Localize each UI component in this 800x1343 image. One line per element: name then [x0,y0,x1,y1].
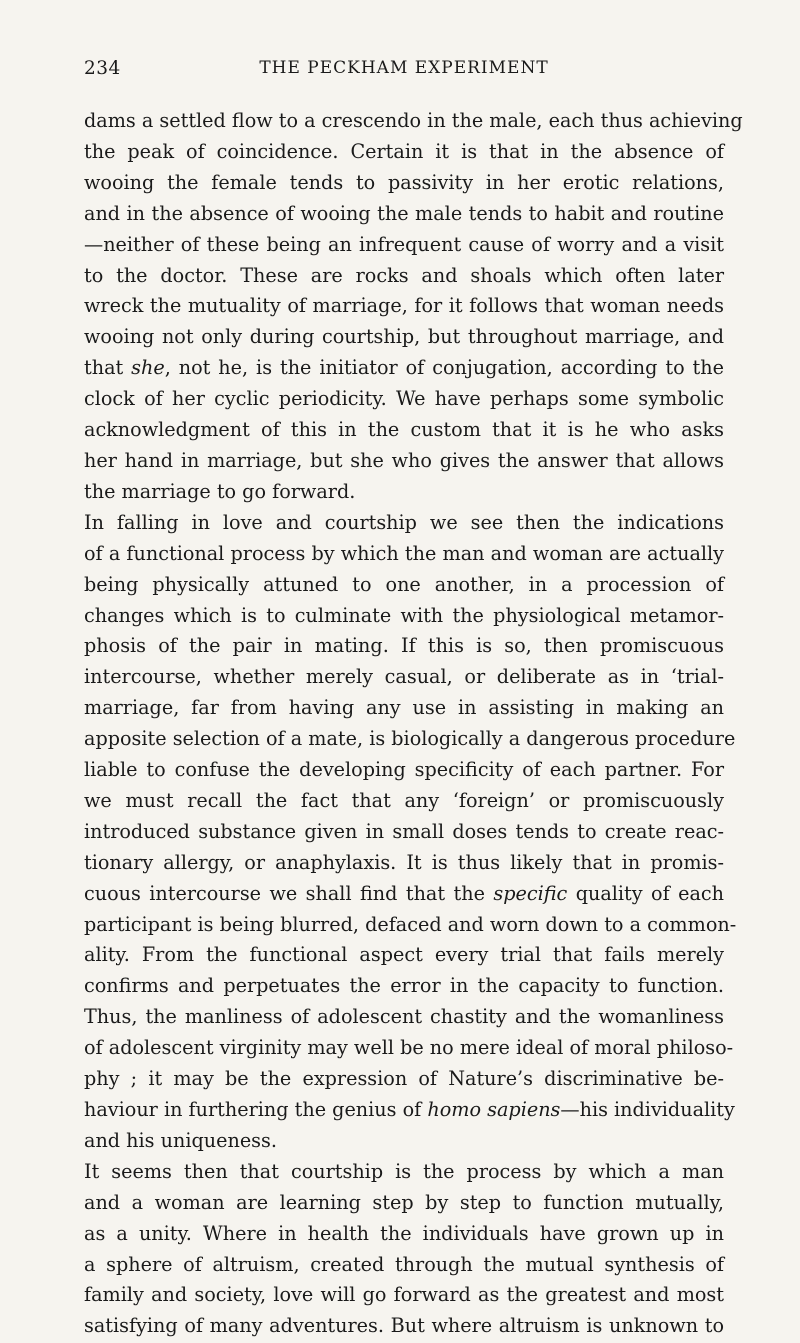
italic-text: she [131,356,165,380]
italic-text: specific [493,881,568,905]
body-text [84,106,743,1342]
text-line: apposite selection of a mate, is biologically a dangerous procedure [84,727,736,751]
running-head: THE PECKHAM EXPERIMENT [259,58,549,78]
text-line: to the doctor. These are rocks and shoals which often later [84,263,724,287]
text-line: the peak of coincidence. Certain it is that in the absence of [84,139,724,163]
text-line: and in the absence of wooing the male tends to habit and routine [84,201,724,225]
text-line: —neither of these being an infrequent cause of worry and a visit [84,232,724,256]
text-line: a sphere of altruism, created through the mutual synthesis of [84,1252,724,1276]
text-line: her hand in marriage, but she who gives the answer that allows [84,448,724,472]
text-line: clock of her cyclic periodicity. We have perhaps some symbolic [84,387,724,411]
text-line: dams a settled flow to a crescendo in the male, each thus achieving [84,109,743,132]
text-line: confirms and perpetuates the error in the capacity to function. [84,974,724,998]
text-line: participant is being blurred, defaced and worn down to a common- [84,912,737,936]
text-line: that she, not he, is the initiator of conjugation, according to the [84,356,724,380]
text-line: liable to confuse the developing specificity of each partner. For [84,758,724,782]
paragraph [84,1157,724,1342]
book-page [84,58,743,1342]
text-line: being physically attuned to one another, in a procession of [84,572,724,596]
text-line: cuous intercourse we shall find that the specific quality of each [84,881,724,905]
text-line: Thus, the manliness of adolescent chastity and the womanliness [84,1005,724,1029]
text-line: intercourse, whether merely casual, or deliberate as in ‘trial- [84,665,724,689]
text-line: acknowledgment of this in the custom that it is he who asks [84,418,724,442]
text-line: wooing the female tends to passivity in her erotic relations, [84,170,724,194]
text-line: ality. From the functional aspect every trial that fails merely [84,943,724,967]
text-line: the marriage to go forward. [84,479,356,503]
text-line: of adolescent virginity may well be no mere ideal of moral philoso- [84,1036,734,1060]
italic-text: homo sapiens [427,1098,561,1121]
text-line: phosis of the pair in mating. If this is so, then promiscuous [84,634,724,658]
text-line: and his uniqueness. [84,1128,277,1152]
text-line: as a unity. Where in health the individuals have grown up in [84,1221,724,1245]
text-line: changes which is to culminate with the physiological metamor- [84,603,724,627]
text-line: In falling in love and courtship we see then the indications [84,510,724,534]
text-line: family and society, love will go forward as the greatest and most [84,1283,724,1307]
text-line: and a woman are learning step by step to function mutually, [84,1190,724,1214]
text-line: It seems then that courtship is the process by which a man [84,1159,724,1183]
text-line: haviour in furthering the genius of homo sapiens—his individuality [84,1098,735,1121]
text-line: satisfying of many adventures. But where altruism is unknown to [84,1314,724,1338]
page-number: 234 [84,58,121,79]
paragraph [84,508,737,1157]
text-line: we must recall the fact that any ‘foreign’ or promiscuously [84,788,724,812]
text-line: of a functional process by which the man and woman are actually [84,541,724,565]
text-line: wooing not only during courtship, but throughout marriage, and [84,325,724,349]
page-header [84,58,724,88]
text-line: phy ; it may be the expression of Nature’s discriminative be- [84,1067,724,1091]
text-line: wreck the mutuality of marriage, for it follows that woman needs [84,294,724,318]
text-line: marriage, far from having any use in assisting in making an [84,696,724,720]
text-line: tionary allergy, or anaphylaxis. It is thus likely that in promis- [84,850,724,874]
text-line: introduced substance given in small doses tends to create reac- [84,819,724,843]
paragraph [84,106,743,508]
